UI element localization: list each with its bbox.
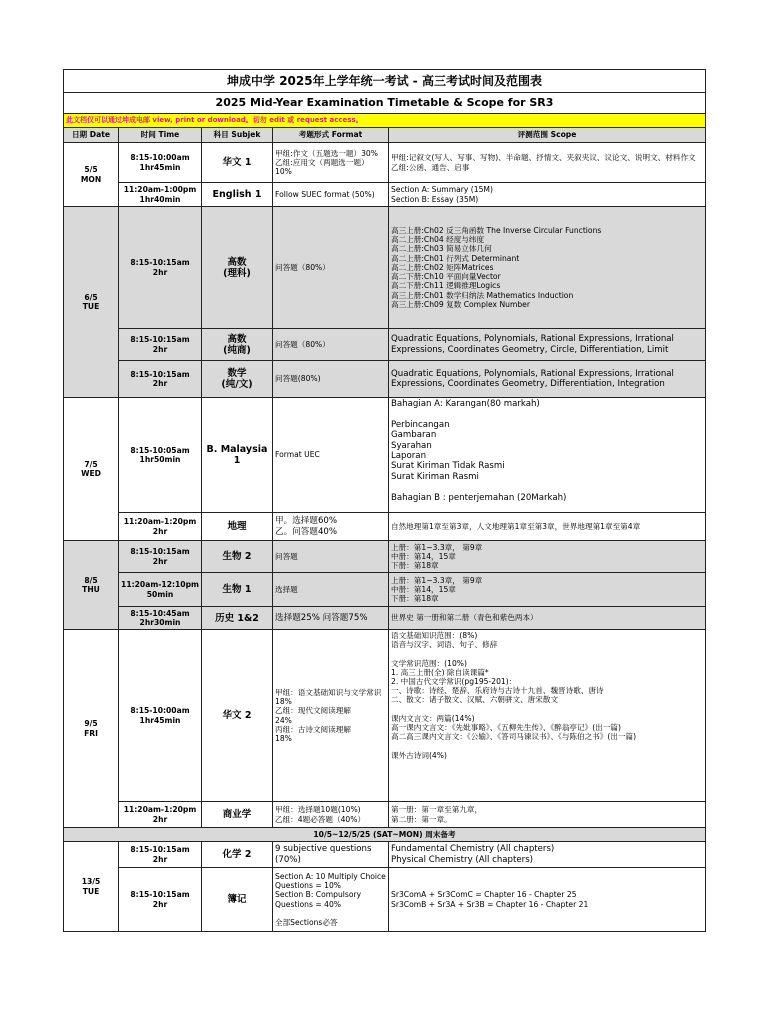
table-row [64,541,706,573]
format-cell: 甲组：语文基础知识与文学常识 18% 乙组：现代文阅读理解 24% 丙组：古诗文阅读理解 18% [273,630,389,802]
date-cell: 6/5 TUE [64,207,119,398]
scope-cell: Quadratic Equations, Polynomials, Rational Expressions, Irrational Expressions, Coordinates Geometry, Circle, Differentiation, Limit [389,329,706,361]
format-cell: 甲组：选择题10题(10%) 乙组：4题必答题（40%） [273,802,389,828]
format-cell: Section A: 10 Multiply Choice Questions = 10% Section B: Compulsory Questions = 40% 全部Sections必答 [273,868,389,932]
time-cell: 8:15-10:15am 2hr [119,361,202,398]
date-cell: 8/5 THU [64,541,119,630]
scope-cell: 上册：第1~3.3章， 第9章 中册：第14，15章 下册：第18章 [389,573,706,607]
header-row [64,128,706,143]
format-cell: 问答题（80%） [273,329,389,361]
time-cell: 8:15-10:00am 1hr45min [119,143,202,183]
subject-cell: 华文 2 [202,630,273,802]
subject-cell: 高数 (理科) [202,207,273,329]
time-cell: 8:15-10:00am 1hr45min [119,630,202,802]
time-cell: 11:20am-1:20pm 2hr [119,513,202,541]
time-cell: 8:15-10:15am 2hr [119,842,202,868]
subject-cell: 数学 (纯/文) [202,361,273,398]
access-notice: 此文档仅可以通过坤成电邮 view, print or download。切勿 edit 或 request access。 [64,114,706,128]
timetable [63,69,706,932]
subject-cell: 化学 2 [202,842,273,868]
scope-cell: Section A: Summary (15M) Section B: Essay (35M) [389,183,706,207]
table-row [64,802,706,828]
date-cell: 13/5 TUE [64,842,119,932]
format-cell: 甲组:作文（五题选一题）30% 乙组:应用文（两题选一题） 10% [273,143,389,183]
subject-cell: 华文 1 [202,143,273,183]
format-cell: 选择题 [273,573,389,607]
subject-cell: 历史 1&2 [202,607,273,630]
subject-cell: 商业学 [202,802,273,828]
header-date: 日期 Date [64,128,119,143]
subject-cell: B. Malaysia 1 [202,398,273,513]
subject-cell: 簿记 [202,868,273,932]
title-english: 2025 Mid-Year Examination Timetable & Scope for SR3 [64,93,706,114]
subject-cell: English 1 [202,183,273,207]
subject-cell: 高数 (纯商) [202,329,273,361]
table-row [64,143,706,183]
scope-cell: 上册：第1~3.3章， 第9章 中册：第14，15章 下册：第18章 [389,541,706,573]
scope-cell: 世界史 第一册和第二册（青色和紫色两本） [389,607,706,630]
format-cell: 问答题 [273,541,389,573]
format-cell: 9 subjective questions (70%) [273,842,389,868]
scope-cell: Sr3ComA + Sr3ComC = Chapter 16 - Chapter 25 Sr3ComB + Sr3A + Sr3B = Chapter 16 - Chapter 21 [389,868,706,932]
time-cell: 8:15-10:15am 2hr [119,329,202,361]
subject-cell: 地理 [202,513,273,541]
header-format: 考题形式 Format [273,128,389,143]
time-cell: 11:20am-12:10pm 50min [119,573,202,607]
table-row [64,842,706,868]
scope-cell: 语文基础知识范围：(8%) 语音与汉字、词语、句子、修辞 文学常识范围：(10%) 1. 高三上册(全) 除自读课篇* 2. 中国古代文学常识(pg195-201)： 一、诗歌：诗经、楚辞、乐府诗与古诗十九首、魏晋诗歌、唐诗 二、散文：诸子散文、汉赋、六朝骈文、唐宋散文 课内文言文：两篇(14%) 高一课内文言文：《先妣事略》、《五柳先生传》、《醉翁亭记》(出一篇) 高二高三课内文言文：《公输》、《答司马谏议书》、《与陈伯之书》(出一篇) 课外古诗词(4%) [389,630,706,802]
subject-cell: 生物 2 [202,541,273,573]
header-time: 时间 Time [119,128,202,143]
scope-cell: 甲组:记叙文(写人、写事、写物)、半命题、抒情文、夹叙夹议、议论文、说明文、材料作文 乙组:公函、通告、启事 [389,143,706,183]
holiday-banner: 10/5~12/5/25 (SAT~MON) 周末备考 [64,828,706,842]
format-cell: Format UEC [273,398,389,513]
time-cell: 8:15-10:15am 2hr [119,541,202,573]
scope-cell: Fundamental Chemistry (All chapters) Physical Chemistry (All chapters) [389,842,706,868]
scope-cell: 第一册：第一章至第九章， 第二册：第一章。 [389,802,706,828]
table-row [64,513,706,541]
date-cell: 5/5 MON [64,143,119,207]
scope-cell: Quadratic Equations, Polynomials, Rational Expressions, Irrational Expressions, Coordinates Geometry, Differentiation, Integration [389,361,706,398]
table-row [64,630,706,802]
title-chinese: 坤成中学 2025年上学年统一考试 - 高三考试时间及范围表 [64,70,706,93]
table-row [64,398,706,513]
time-cell: 8:15-10:15am 2hr [119,207,202,329]
date-cell: 9/5 FRI [64,630,119,828]
format-cell: Follow SUEC format (50%) [273,183,389,207]
table-row [64,207,706,329]
holiday-row [64,828,706,842]
format-cell: 问答题（80%） [273,207,389,329]
time-cell: 8:15-10:45am 2hr30min [119,607,202,630]
table-row [64,573,706,607]
table-row [64,183,706,207]
time-cell: 8:15-10:05am 1hr50min [119,398,202,513]
scope-cell: 自然地理第1章至第3章，人文地理第1章至第3章，世界地理第1章至第4章 [389,513,706,541]
header-scope: 评测范围 Scope [389,128,706,143]
table-row [64,361,706,398]
format-cell: 问答题(80%) [273,361,389,398]
time-cell: 11:20am-1:20pm 2hr [119,802,202,828]
format-cell: 选择题25% 问答题75% [273,607,389,630]
table-row [64,607,706,630]
format-cell: 甲。选择题60% 乙。问答题40% [273,513,389,541]
table-row [64,868,706,932]
exam-timetable-sheet [63,69,705,932]
time-cell: 8:15-10:15am 2hr [119,868,202,932]
header-subject: 科目 Subjek [202,128,273,143]
subject-cell: 生物 1 [202,573,273,607]
time-cell: 11:20am-1:00pm 1hr40min [119,183,202,207]
table-row [64,329,706,361]
scope-cell: Bahagian A: Karangan(80 markah) Perbincangan Gambaran Syarahan Laporan Surat Kiriman Tidak Rasmi Surat Kiriman Rasmi Bahagian B : penterjemahan (20Markah) [389,398,706,513]
scope-cell: 高三上册:Ch02 反三角函数 The Inverse Circular Functions 高二上册:Ch04 经度与纬度 高二上册:Ch03 简易立体几何 高二上册:Ch01 行列式 Determinant 高二上册:Ch02 矩阵Matrices 高二下册:Ch10 平面向量Vector 高二下册:Ch11 逻辑推理Logics 高三上册:Ch01 数学归纳法 Mathematics Induction 高三上册:Ch09 复数 Complex Number [389,207,706,329]
date-cell: 7/5 WED [64,398,119,541]
